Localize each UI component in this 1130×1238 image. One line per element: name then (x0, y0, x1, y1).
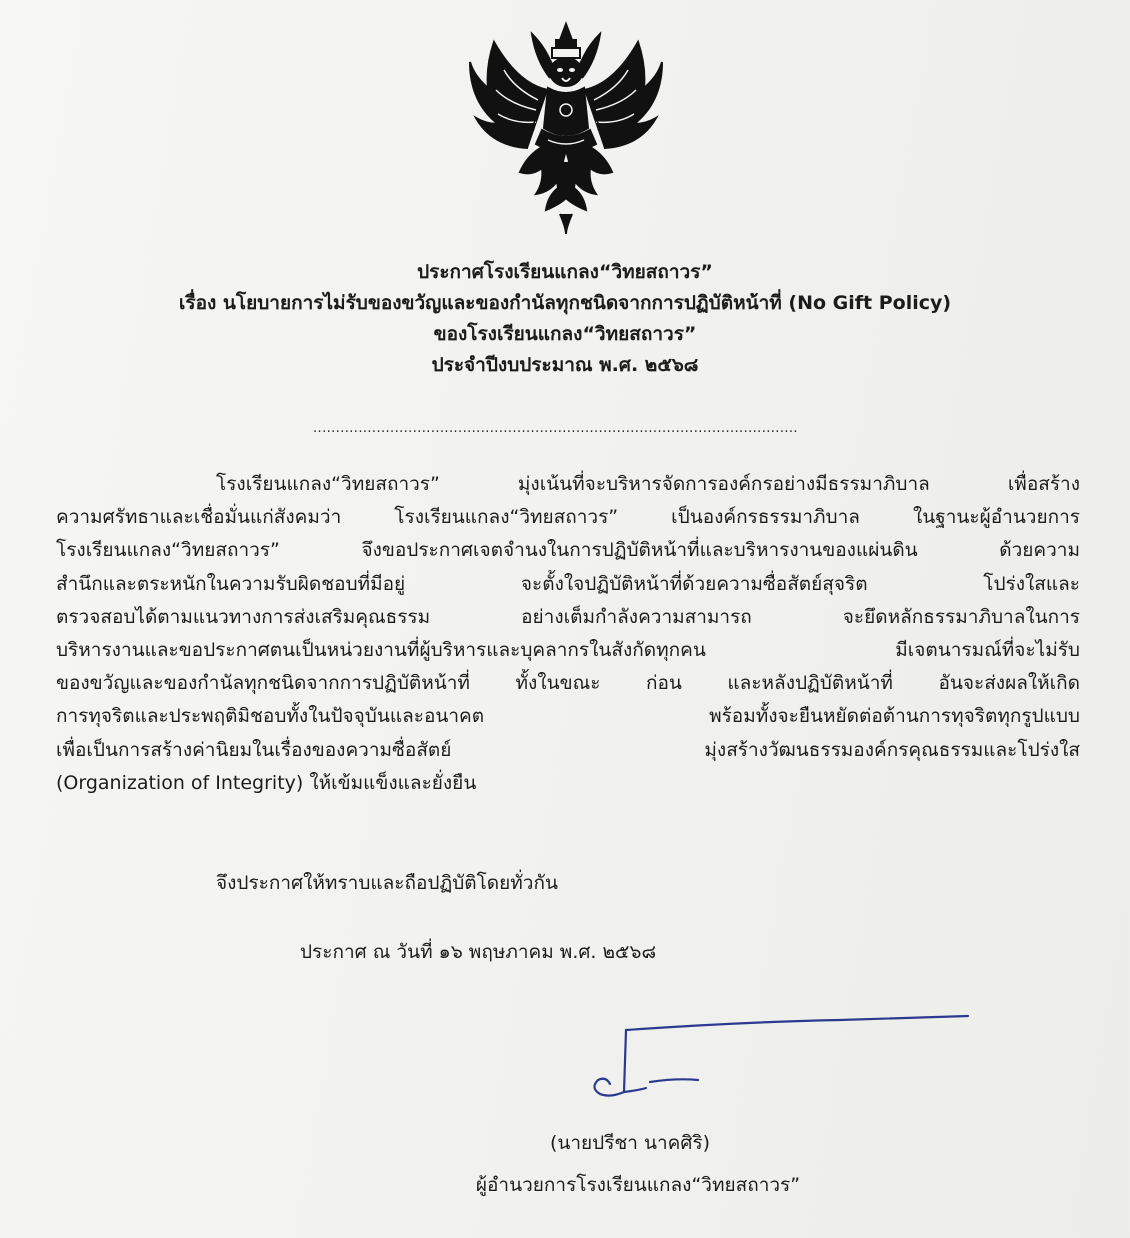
body-line: (Organization of Integrity) ให้เข้มแข็งและยั่งยืน (56, 771, 477, 794)
body-line: โรงเรียนแกลง“วิทยสถาวร” มุ่งเน้นที่จะบริหารจัดการองค์กรอย่างมีธรรมาภิบาล เพื่อสร้าง (216, 473, 1080, 495)
closing-statement: จึงประกาศให้ทราบและถือปฏิบัติโดยทั่วกัน (216, 872, 558, 894)
announcement-date: ประกาศ ณ วันที่ ๑๖ พฤษภาคม พ.ศ. ๒๕๖๘ (300, 941, 657, 963)
handwritten-signature (580, 1008, 980, 1108)
heading-line-1: ประกาศโรงเรียนแกลง“วิทยสถาวร” (417, 261, 713, 283)
announcement-heading (0, 257, 1130, 381)
body-line: การทุจริตและประพฤติมิชอบทั้งในปัจจุบันและอนาคต พร้อมทั้งจะยืนหยัดต่อต้านการทุจริตทุกรูปแบบ (56, 705, 1080, 728)
body-line: สำนึกและตระหนักในความรับผิดชอบที่มีอยู่ จะตั้งใจปฏิบัติหน้าที่ด้วยความซื่อสัตย์สุจริต โปร่งใสและ (56, 572, 1080, 595)
garuda-emblem-icon (468, 18, 664, 238)
signer-title: ผู้อำนวยการโรงเรียนแกลง“วิทยสถาวร” (475, 1174, 801, 1196)
body-line: ของขวัญและของกำนัลทุกชนิดจากการปฏิบัติหน้าที่ ทั้งในขณะ ก่อน และหลังปฏิบัติหน้าที่ อันจะส่งผลให้เกิด (56, 672, 1080, 695)
dotted-separator: ........................................................................................................... (313, 421, 798, 436)
body-line: เพื่อเป็นการสร้างค่านิยมในเรื่องของความซื่อสัตย์ มุ่งสร้างวัฒนธรรมองค์กรคุณธรรมและโปร่งใส (56, 738, 1080, 761)
heading-line-2: เรื่อง นโยบายการไม่รับของขวัญและของกำนัลทุกชนิดจากการปฏิบัติหน้าที่ (No Gift Policy) (178, 292, 952, 314)
heading-line-3: ของโรงเรียนแกลง“วิทยสถาวร” (433, 323, 697, 345)
body-line: ความศรัทธาและเชื่อมั่นแก่สังคมว่า โรงเรียนแกลง“วิทยสถาวร” เป็นองค์กรธรรมาภิบาล ในฐานะผู้อำนวยการ (56, 506, 1080, 529)
body-line: โรงเรียนแกลง“วิทยสถาวร” จึงขอประกาศเจตจำนงในการปฏิบัติหน้าที่และบริหารงานของแผ่นดิน ด้วยความ (56, 539, 1080, 562)
announcement-body (56, 468, 1080, 800)
signer-name: (นายปรีชา นาคศิริ) (549, 1132, 711, 1154)
body-line: บริหารงานและขอประกาศตนเป็นหน่วยงานที่ผู้บริหารและบุคลากรในสังกัดทุกคน มีเจตนารมณ์ที่จะไม่รับ (56, 638, 1080, 661)
heading-line-4: ประจำปีงบประมาณ พ.ศ. ๒๕๖๘ (431, 354, 699, 376)
body-line: ตรวจสอบได้ตามแนวทางการส่งเสริมคุณธรรม อย่างเต็มกำลังความสามารถ จะยึดหลักธรรมาภิบาลในการ (56, 605, 1080, 628)
